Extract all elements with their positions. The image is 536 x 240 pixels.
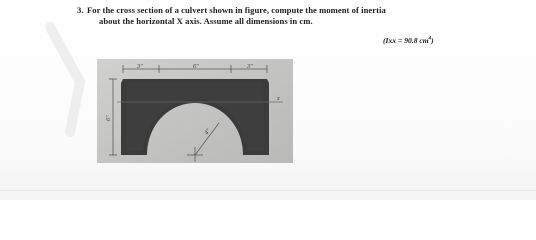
dim-label-radius: 4" <box>203 128 212 137</box>
answer-label: (Ixx = 90.8 cm <box>383 36 429 45</box>
question-line-1 <box>77 5 386 15</box>
page-bottom-rule <box>0 190 536 191</box>
dim-label-top-right: 3" <box>247 64 253 70</box>
answer-text <box>383 36 434 45</box>
scan-glare <box>40 22 100 142</box>
culvert-figure <box>97 59 293 163</box>
question-line-2: about the horizontal X axis. Assume all dimensions in cm. <box>99 16 313 26</box>
dim-label-left-height: 6" <box>106 115 112 121</box>
question-text-1: For the cross section of a culvert shown in figure, compute the moment of inertia <box>87 5 386 15</box>
question-number: 3. <box>77 5 84 15</box>
dim-label-top-left: 3" <box>137 64 143 70</box>
answer-close: ) <box>431 36 434 45</box>
x-axis-label: x <box>277 96 280 102</box>
dim-label-top-mid: 6" <box>193 64 199 70</box>
answer-exponent: 4 <box>428 36 432 42</box>
